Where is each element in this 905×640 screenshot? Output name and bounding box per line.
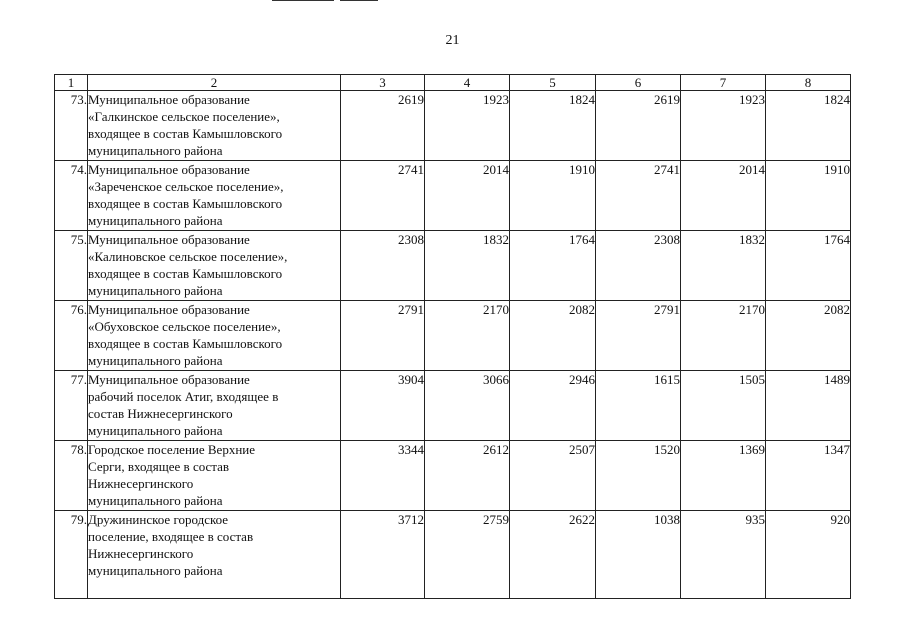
table-row xyxy=(55,91,851,161)
municipality-name-line: состав Нижнесергинского xyxy=(88,406,233,421)
value-cell: 1615 xyxy=(596,371,681,441)
column-header: 1 xyxy=(55,75,88,91)
municipality-name-line: муниципального района xyxy=(88,283,223,298)
value-cell: 3904 xyxy=(341,371,425,441)
value-cell: 3066 xyxy=(425,371,510,441)
value-cell: 920 xyxy=(766,511,851,599)
top-rule xyxy=(340,0,378,1)
value-cell: 1764 xyxy=(766,231,851,301)
table-row xyxy=(55,511,851,599)
value-cell: 1923 xyxy=(681,91,766,161)
value-cell: 2612 xyxy=(425,441,510,511)
row-number: 79. xyxy=(55,511,88,599)
municipality-name-line: «Калиновское сельское поселение», xyxy=(88,249,288,264)
column-header: 8 xyxy=(766,75,851,91)
municipality-name-line: Муниципальное образование xyxy=(88,232,250,247)
value-cell: 2170 xyxy=(681,301,766,371)
value-cell: 2014 xyxy=(425,161,510,231)
header-row xyxy=(55,75,851,91)
column-header: 4 xyxy=(425,75,510,91)
column-header: 2 xyxy=(88,75,341,91)
value-cell: 1764 xyxy=(510,231,596,301)
value-cell: 1369 xyxy=(681,441,766,511)
column-header: 6 xyxy=(596,75,681,91)
value-cell: 1505 xyxy=(681,371,766,441)
municipality-name-line: Муниципальное образование xyxy=(88,162,250,177)
value-cell: 2791 xyxy=(341,301,425,371)
municipality-name xyxy=(88,441,341,511)
municipality-name-line: муниципального района xyxy=(88,563,223,578)
municipality-name-line: «Обуховское сельское поселение», xyxy=(88,319,281,334)
value-cell: 2741 xyxy=(341,161,425,231)
municipality-name-line: Серги, входящее в состав xyxy=(88,459,230,474)
table-row xyxy=(55,371,851,441)
value-cell: 2014 xyxy=(681,161,766,231)
municipality-name-line: Нижнесергинского xyxy=(88,476,194,491)
value-cell: 1923 xyxy=(425,91,510,161)
municipality-name-line: «Галкинское сельское поселение», xyxy=(88,109,280,124)
municipality-name-line: муниципального района xyxy=(88,493,223,508)
value-cell: 1832 xyxy=(681,231,766,301)
municipality-name-line: Муниципальное образование xyxy=(88,92,250,107)
municipality-name xyxy=(88,511,341,599)
value-cell: 1824 xyxy=(766,91,851,161)
municipality-name xyxy=(88,231,341,301)
value-cell: 2170 xyxy=(425,301,510,371)
page-number: 21 xyxy=(445,33,460,48)
municipality-name-line: муниципального района xyxy=(88,353,223,368)
value-cell: 2619 xyxy=(341,91,425,161)
row-number: 73. xyxy=(55,91,88,161)
column-header: 3 xyxy=(341,75,425,91)
municipality-name-line: рабочий поселок Атиг, входящее в xyxy=(88,389,279,404)
municipality-name-line: входящее в состав Камышловского xyxy=(88,196,283,211)
municipality-name-line: «Зареченское сельское поселение», xyxy=(88,179,284,194)
value-cell: 3712 xyxy=(341,511,425,599)
value-cell: 2082 xyxy=(510,301,596,371)
municipality-name xyxy=(88,91,341,161)
row-number: 74. xyxy=(55,161,88,231)
municipality-name-line: входящее в состав Камышловского xyxy=(88,336,283,351)
value-cell: 2622 xyxy=(510,511,596,599)
column-header: 5 xyxy=(510,75,596,91)
municipality-name-line: муниципального района xyxy=(88,423,223,438)
value-cell: 1038 xyxy=(596,511,681,599)
value-cell: 2741 xyxy=(596,161,681,231)
table-row xyxy=(55,231,851,301)
row-number: 77. xyxy=(55,371,88,441)
municipality-name-line: муниципального района xyxy=(88,143,223,158)
data-table xyxy=(54,74,851,599)
municipality-name-line: Дружининское городское xyxy=(88,512,229,527)
municipality-name-line: входящее в состав Камышловского xyxy=(88,266,283,281)
value-cell: 1489 xyxy=(766,371,851,441)
value-cell: 1347 xyxy=(766,441,851,511)
municipality-name-line: входящее в состав Камышловского xyxy=(88,126,283,141)
column-header: 7 xyxy=(681,75,766,91)
value-cell: 935 xyxy=(681,511,766,599)
municipality-name-line: Муниципальное образование xyxy=(88,302,250,317)
value-cell: 3344 xyxy=(341,441,425,511)
municipality-name-line: Городское поселение Верхние xyxy=(88,442,256,457)
municipality-name-line: муниципального района xyxy=(88,213,223,228)
value-cell: 2082 xyxy=(766,301,851,371)
table-row xyxy=(55,161,851,231)
value-cell: 1910 xyxy=(510,161,596,231)
value-cell: 2946 xyxy=(510,371,596,441)
table-row xyxy=(55,441,851,511)
value-cell: 1910 xyxy=(766,161,851,231)
value-cell: 1824 xyxy=(510,91,596,161)
municipality-name-line: поселение, входящее в состав xyxy=(88,529,254,544)
row-number: 75. xyxy=(55,231,88,301)
value-cell: 2308 xyxy=(596,231,681,301)
value-cell: 1520 xyxy=(596,441,681,511)
table-body xyxy=(55,91,851,599)
top-rule xyxy=(272,0,334,1)
row-number: 78. xyxy=(55,441,88,511)
municipality-name-line: Муниципальное образование xyxy=(88,372,250,387)
municipality-name xyxy=(88,301,341,371)
value-cell: 2507 xyxy=(510,441,596,511)
table-row xyxy=(55,301,851,371)
municipality-name-line: Нижнесергинского xyxy=(88,546,194,561)
value-cell: 2308 xyxy=(341,231,425,301)
municipality-name xyxy=(88,371,341,441)
value-cell: 2619 xyxy=(596,91,681,161)
value-cell: 2759 xyxy=(425,511,510,599)
value-cell: 1832 xyxy=(425,231,510,301)
value-cell: 2791 xyxy=(596,301,681,371)
municipality-name xyxy=(88,161,341,231)
row-number: 76. xyxy=(55,301,88,371)
